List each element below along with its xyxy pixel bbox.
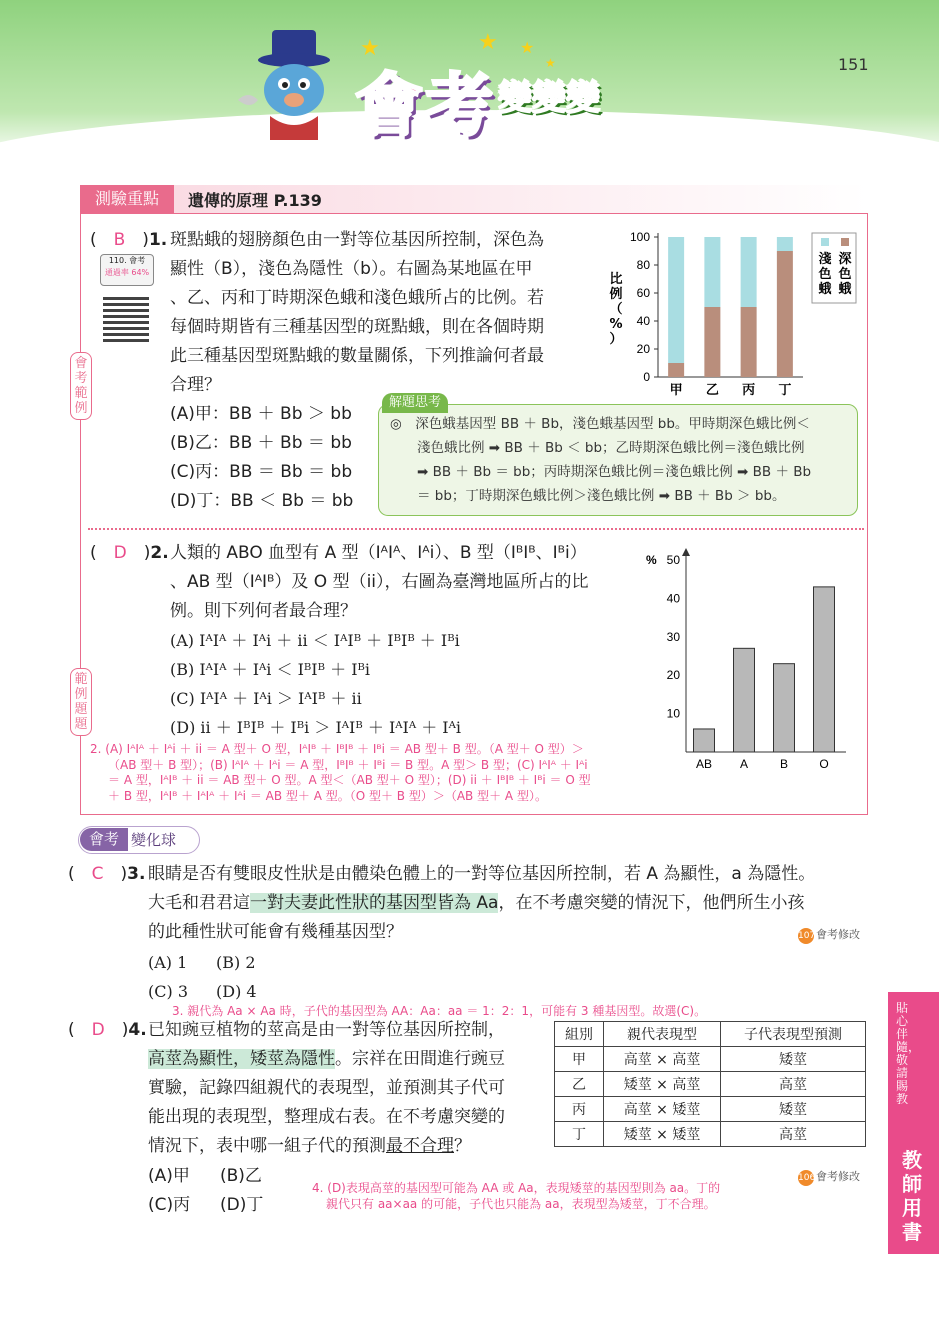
q1-answer: B	[113, 230, 126, 250]
legend-label: 色	[818, 267, 832, 282]
legend-label: 淺	[818, 252, 832, 267]
moth-ratio-chart	[600, 225, 865, 405]
q1-line: 、乙、丙和丁時期深色蛾和淺色蛾所占的比例。若	[170, 288, 544, 308]
q4-explanation	[312, 1181, 720, 1212]
star-icon: ★	[545, 56, 556, 70]
legend-label: 色	[838, 267, 852, 282]
q4-stem	[148, 1016, 548, 1161]
q3-line2	[148, 889, 878, 918]
q3-mark-num: 107	[798, 928, 814, 944]
mascot-image	[230, 30, 340, 140]
think-line: ＝ bb；丁時期深色蛾比例＞淺色蛾比例 ➡ BB ＋ Bb ＞ bb。	[390, 488, 786, 504]
q1-option-d: (D)丁：BB ＜ Bb ＝ bb	[170, 491, 354, 511]
q4-options	[148, 1162, 308, 1220]
q4-line2	[148, 1045, 548, 1074]
q2-option-c: (C) IᴬIᴬ ＋ Iᴬi ＞ IᴬIᴮ ＋ ii	[170, 689, 362, 708]
bar	[814, 587, 835, 752]
q4-table	[554, 1021, 866, 1147]
table-header-row	[555, 1022, 866, 1047]
q4-option-c: (C)丙	[148, 1195, 191, 1215]
q3-line1: 眼睛是否有雙眼皮性狀是由體染色體上的一對等位基因所控制，若 A 為顯性，a 為隱性。	[148, 864, 816, 884]
q4-line5	[148, 1132, 548, 1161]
side-tag-example: 會考範例	[70, 352, 92, 420]
legend-swatch	[821, 238, 829, 246]
q4-underline: 最不合理	[386, 1136, 454, 1156]
y-tick-label: 100	[629, 230, 650, 244]
y-axis-label: %	[646, 553, 657, 567]
table-row	[555, 1072, 866, 1097]
q1-line: 此三種基因型斑點蛾的數量關係，下列推論何者最	[170, 346, 544, 366]
x-tick-label: 乙	[705, 383, 719, 398]
header-title: 會考	[355, 67, 496, 146]
y-tick-label: 20	[666, 668, 680, 683]
section-tag-a: 會考	[80, 828, 128, 851]
bar	[774, 664, 795, 752]
star-icon: ★	[520, 38, 535, 57]
legend-label: 蛾	[818, 282, 832, 297]
q3-stem	[148, 860, 878, 947]
header-subtitle: 變變變	[498, 78, 600, 118]
y-tick-label: 50	[666, 553, 680, 567]
q2-line: 人類的 ABO 血型有 A 型（IᴬIᴬ、Iᴬi）、B 型（IᴮIᴮ、Iᴮi）	[170, 543, 587, 563]
y-axis-label: （	[609, 302, 623, 317]
pass-rate-badge	[100, 254, 154, 286]
y-axis-label: 比	[609, 272, 623, 287]
q2-line: 、AB 型（IᴬIᴮ）及 O 型（ii），右圖為臺灣地區所占的比	[170, 572, 589, 592]
q2-explain-line: ＝ A 型，IᴬIᴮ ＋ ii ＝ AB 型＋ O 型。A 型＜（AB 型＋ O 型）；(D) ii ＋ IᴮIᴮ ＋ Iᴮi ＝ O 型	[108, 773, 591, 787]
q4-explain-line: 親代只有 aa×aa 的可能，子代也只能為 aa，表現型為矮莖，丁不合理。	[326, 1196, 716, 1211]
y-tick-label: 40	[666, 591, 680, 606]
table-cell: 矮莖 × 矮莖	[604, 1122, 721, 1147]
q4-line1: 已知豌豆植物的莖高是由一對等位基因所控制，	[148, 1020, 505, 1040]
q2-number: 2.	[150, 543, 169, 563]
q3-number: 3.	[127, 864, 146, 884]
q3-option-b: (B) 2	[216, 953, 256, 972]
y-axis-label: 例	[609, 287, 623, 302]
table-cell: 丙	[555, 1097, 604, 1122]
bar-segment	[741, 237, 757, 307]
table-header: 親代表現型	[604, 1022, 721, 1047]
side-tag-sample: 範例題題	[70, 668, 92, 736]
table-cell: 矮莖 × 高莖	[604, 1072, 721, 1097]
bar	[734, 648, 755, 752]
thinking-text	[390, 412, 852, 508]
q4-mark-num: 106	[798, 1170, 814, 1186]
q2-option-d: (D) ii ＋ IᴮIᴮ ＋ Iᴮi ＞ IᴬIᴮ ＋ IᴬIᴬ ＋ Iᴬi	[170, 718, 462, 737]
table-cell: 丁	[555, 1122, 604, 1147]
section-tag-b: 變化球	[131, 831, 177, 849]
q4-highlight: 高莖為顯性，矮莖為隱性	[148, 1049, 335, 1069]
q4-source-mark	[798, 1168, 860, 1186]
bar-segment	[668, 237, 684, 363]
badge-year: 110. 會考	[108, 256, 146, 265]
q4-line5a: 情況下，表中哪一組子代的預測	[148, 1136, 386, 1156]
table-row	[555, 1047, 866, 1072]
q2-options	[170, 626, 461, 742]
table-header: 子代表現型預測	[721, 1022, 866, 1047]
star-icon: ★	[478, 30, 498, 55]
q1-line: 合理？	[170, 375, 221, 395]
table-cell: 高莖 × 高莖	[604, 1047, 721, 1072]
y-tick-label: 30	[666, 629, 680, 644]
q1-line: 顯性（B），淺色為隱性（b）。右圖為某地區在甲	[170, 259, 533, 279]
qr-code-icon	[103, 296, 149, 342]
bar	[694, 729, 715, 752]
table-cell: 矮莖	[721, 1047, 866, 1072]
q3-line2a: 大毛和君君這	[148, 893, 250, 913]
q2-line: 例。則下列何者最合理？	[170, 601, 357, 621]
q2-explanation	[90, 742, 660, 804]
x-tick-label: A	[739, 757, 749, 771]
q4-option-b: (B)乙	[220, 1166, 262, 1186]
q1-option-c: (C)丙：BB ＝ Bb ＝ bb	[170, 462, 353, 482]
bar-segment	[741, 307, 757, 377]
y-tick-label: 10	[666, 706, 680, 721]
q2-answer-paren: ( D )2.	[90, 543, 169, 563]
page-number: 151	[838, 55, 869, 74]
q4-option-d: (D)丁	[220, 1195, 264, 1215]
y-tick-label: 80	[636, 258, 650, 272]
q1-option-b: (B)乙：BB ＋ Bb ＝ bb	[170, 433, 352, 453]
think-line: 淺色蛾比例 ➡ BB ＋ Bb ＜ bb；乙時期深色蛾比例＝淺色蛾比例	[390, 440, 805, 456]
table-cell: 甲	[555, 1047, 604, 1072]
q3-option-d: (D) 4	[216, 982, 257, 1001]
q3-options	[148, 948, 308, 1006]
sidebar-small-text: 貼心伴隨，敬請賜教	[896, 1001, 921, 1106]
q2-explain-line: ＋ B 型，IᴬIᴮ ＋ IᴬIᴬ ＋ Iᴬi ＝ AB 型＋ A 型。（O 型＋ B 型）＞（AB 型＋ A 型）。	[108, 788, 547, 803]
q3-source-mark	[798, 926, 860, 944]
star-icon: ★	[360, 36, 380, 61]
q2-explain-line: （AB 型＋ B 型）；(B) IᴬIᴬ ＋ Iᴬi ＝ A 型，IᴮIᴮ ＋ Iᴮi ＝ B 型。A 型＞ B 型；(C) IᴬIᴬ ＋ Iᴬi	[108, 757, 588, 772]
q4-answer: D	[91, 1020, 105, 1040]
q2-explain-line: 2. (A) IᴬIᴬ ＋ Iᴬi ＋ ii ＝ A 型＋ O 型，IᴬIᴮ ＋ IᴮIᴮ ＋ Iᴮi ＝ AB 型＋ B 型。（A 型＋ O 型）＞	[90, 742, 584, 756]
table-cell: 乙	[555, 1072, 604, 1097]
sidebar-big-text: 教師用書	[902, 1148, 922, 1244]
bar-segment	[704, 307, 720, 377]
q1-options	[170, 400, 353, 516]
x-tick-label: B	[779, 757, 789, 771]
y-axis-label: %	[609, 317, 623, 332]
q3-line3: 的此種性狀可能會有幾種基因型？	[148, 922, 403, 942]
q3-highlight: 一對夫妻此性狀的基因型皆為 Aa	[250, 893, 499, 913]
y-tick-label: 60	[636, 286, 650, 300]
table-header: 組別	[555, 1022, 604, 1047]
topic-label: 測驗重點	[80, 185, 174, 213]
q3-option-a: (A) 1	[148, 953, 188, 972]
thinking-tag: 解題思考	[382, 393, 448, 413]
q4-option-a: (A)甲	[148, 1166, 190, 1186]
q3-explanation: 3. 親代為 Aa × Aa 時，子代的基因型為 AA：Aa：aa ＝ 1：2：1，可能有 3 種基因型。故選(C)。	[172, 1004, 707, 1018]
q1-option-a: (A)甲：BB ＋ Bb ＞ bb	[170, 404, 352, 424]
q3-line2b: ，在不考慮突變的情況下，他們所生小孩	[498, 893, 805, 913]
divider	[88, 528, 864, 530]
bar-segment	[777, 237, 793, 251]
bar-segment	[777, 251, 793, 377]
y-axis-label: ）	[609, 332, 623, 347]
table-cell: 矮莖	[721, 1097, 866, 1122]
table-row	[555, 1122, 866, 1147]
q4-line3: 實驗，記錄四組親代的表現型，並預測其子代可	[148, 1078, 505, 1098]
table-cell: 高莖 × 矮莖	[604, 1097, 721, 1122]
q3-answer: C	[91, 864, 104, 884]
q4-mark-text: 會考修改	[816, 1170, 860, 1183]
x-tick-label: 甲	[669, 383, 683, 398]
q1-line: 斑點蛾的翅膀顏色由一對等位基因所控制，深色為	[170, 230, 544, 250]
q1-stem	[170, 226, 590, 400]
q3-answer-paren: ( C )3.	[68, 864, 146, 884]
x-tick-label: AB	[695, 757, 713, 771]
legend-swatch	[841, 238, 849, 246]
table-row	[555, 1097, 866, 1122]
blood-type-chart	[640, 542, 860, 772]
q4-line2b: 。宗祥在田間進行豌豆	[335, 1049, 505, 1069]
q4-explain-line: 4. (D)表現高莖的基因型可能為 AA 或 Aa，表現矮莖的基因型則為 aa。丁的	[312, 1181, 721, 1195]
y-axis-arrow	[682, 548, 690, 556]
x-tick-label: 丙	[742, 383, 756, 398]
think-line: ◎ 深色蛾基因型 BB ＋ Bb，淺色蛾基因型 bb。甲時期深色蛾比例＜	[390, 416, 810, 432]
badge-rate: 通過率 64%	[104, 268, 150, 277]
bar-segment	[668, 363, 684, 377]
q4-answer-paren: ( D )4.	[68, 1020, 147, 1040]
q1-number: 1.	[148, 230, 168, 250]
q2-option-b: (B) IᴬIᴬ ＋ Iᴬi ＜ IᴮIᴮ ＋ Iᴮi	[170, 660, 371, 679]
q1-answer-paren: ( B )1.	[90, 230, 168, 250]
topic-bar	[80, 185, 868, 213]
q4-line5b: ？	[454, 1136, 471, 1156]
y-tick-label: 0	[643, 370, 650, 384]
q3-option-c: (C) 3	[148, 982, 188, 1001]
q2-stem	[170, 539, 640, 626]
q1-line: 每個時期皆有三種基因型的斑點蛾，則在各個時期	[170, 317, 544, 337]
x-tick-label: O	[819, 757, 829, 771]
table-cell: 高莖	[721, 1072, 866, 1097]
think-line: ➡ BB ＋ Bb ＝ bb；丙時期深色蛾比例＝淺色蛾比例 ➡ BB ＋ Bb	[390, 464, 812, 480]
q4-line4: 能出現的表現型，整理成右表。在不考慮突變的	[148, 1107, 505, 1127]
topic-text: 遺傳的原理 P.139	[188, 191, 322, 210]
bar-segment	[704, 237, 720, 307]
y-tick-label: 40	[636, 314, 650, 328]
q4-number: 4.	[128, 1020, 147, 1040]
legend-label: 蛾	[838, 282, 852, 297]
q3-mark-text: 會考修改	[816, 928, 860, 941]
legend-label: 深	[838, 252, 852, 267]
x-tick-label: 丁	[778, 383, 792, 398]
q2-option-a: (A) IᴬIᴬ ＋ Iᴬi ＋ ii ＜ IᴬIᴮ ＋ IᴮIᴮ ＋ Iᴮi	[170, 631, 460, 650]
table-cell: 高莖	[721, 1122, 866, 1147]
q2-answer: D	[113, 543, 127, 563]
y-tick-label: 20	[636, 342, 650, 356]
